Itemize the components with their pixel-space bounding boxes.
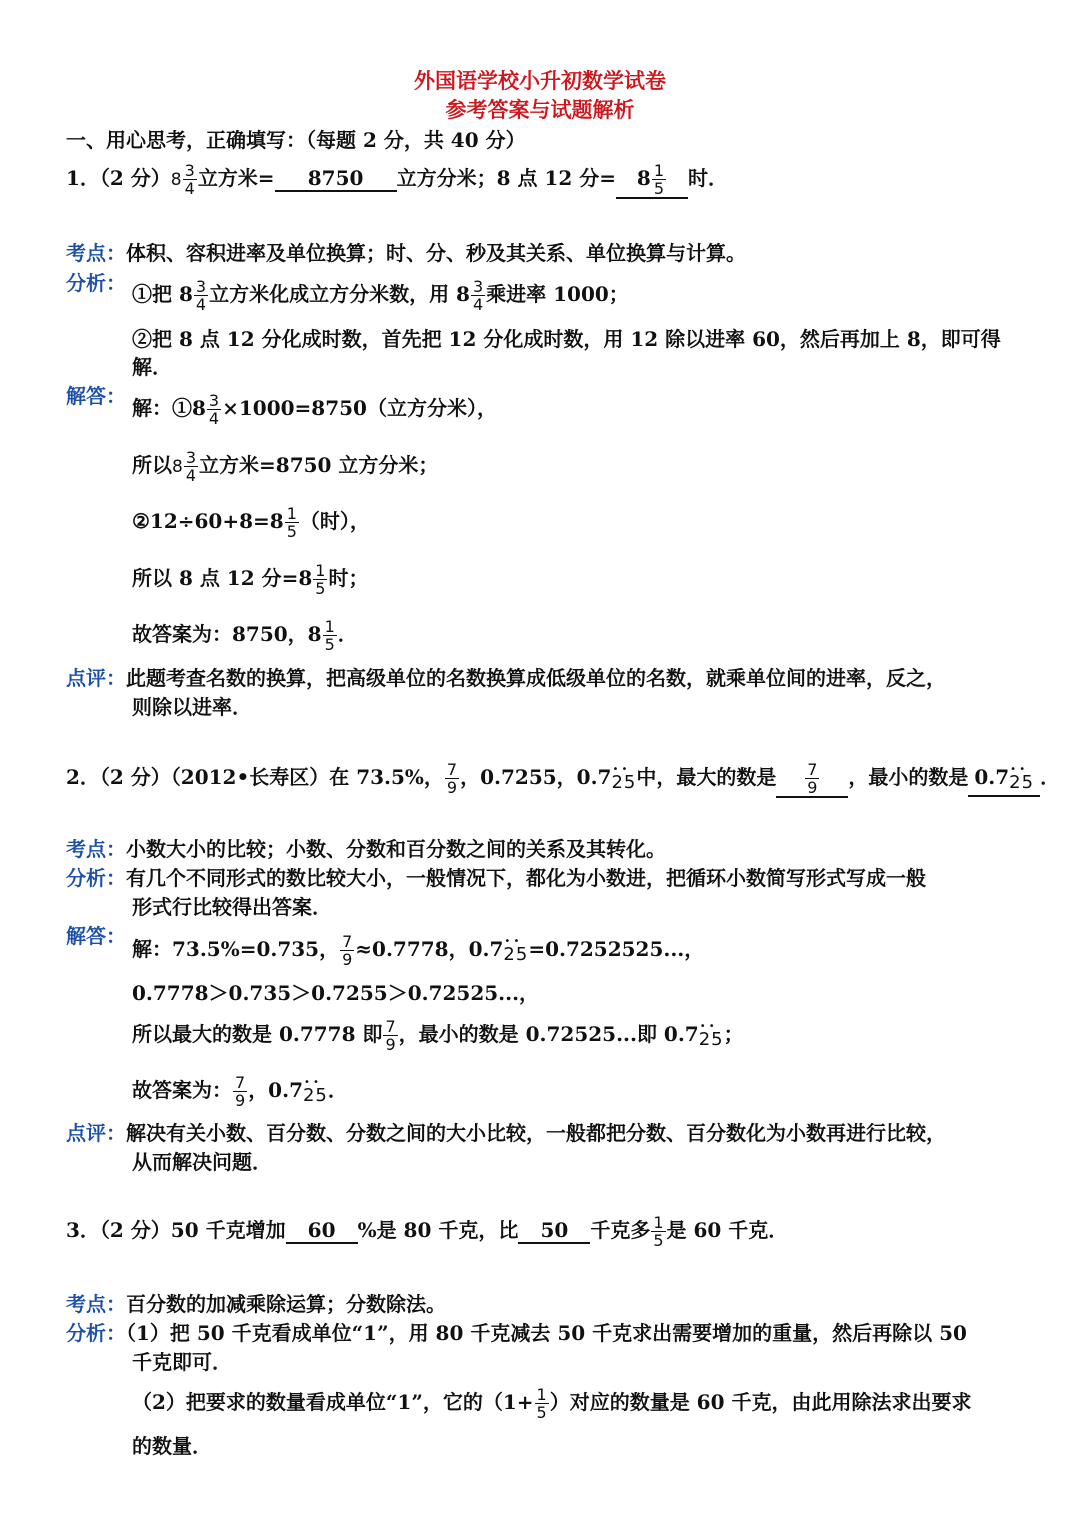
fraction-denominator: 4 <box>185 466 197 485</box>
fraction-numerator: 3 <box>195 277 207 296</box>
text: ； <box>723 1022 744 1046</box>
fraction-numerator: 1 <box>315 561 326 580</box>
q2-answer-2 <box>968 765 1040 797</box>
q3-number: 3．（2 分）50 千克增加 <box>66 1218 286 1242</box>
repeating-digits: • • 25 <box>699 1025 724 1055</box>
fraction <box>805 761 819 796</box>
q2-jie-1 <box>132 933 704 970</box>
fraction-denominator: 9 <box>235 1091 246 1110</box>
label-dianping: 点评： <box>66 1121 126 1145</box>
q1-fenxi-1 <box>132 278 629 313</box>
text: ）对应的数量是 60 千克，由此用除法求出要求 <box>549 1390 972 1414</box>
fraction-numerator: 3 <box>208 391 220 410</box>
repeating-digits: • • 25 <box>303 1081 328 1111</box>
fraction <box>207 392 221 427</box>
fraction <box>651 1214 665 1249</box>
q1-stem-c: 时． <box>687 166 728 190</box>
text: 中，最大的数是 <box>636 765 777 789</box>
q3-fenxi <box>66 1318 967 1348</box>
text: ． <box>1040 765 1061 789</box>
q3-fenxi-2b: 的数量． <box>132 1434 212 1458</box>
q2-jie-4 <box>132 1074 348 1111</box>
fraction <box>652 162 666 197</box>
text: 所以 8 点 12 分=8 <box>132 566 313 590</box>
text: ，最小的数是 0.72525...即 0.7 <box>398 1022 699 1046</box>
q3-kaodian-text: 百分数的加减乘除运算；分数除法。 <box>126 1292 446 1316</box>
fraction-denominator: 9 <box>807 778 818 797</box>
fraction-denominator: 4 <box>184 179 195 198</box>
q1-jie-5 <box>132 618 358 653</box>
text: ，最小的数是 <box>848 765 969 789</box>
fraction <box>233 1074 247 1109</box>
q3-kaodian <box>66 1289 446 1319</box>
fraction <box>340 933 354 968</box>
fraction-denominator: 4 <box>472 295 484 314</box>
text: （1）把 50 千克看成单位“1”，用 80 千克减去 50 千克求出需要增加的重量，然后再除以 50 <box>126 1321 967 1345</box>
fraction-numerator: 1 <box>286 504 297 523</box>
fraction-numerator: 7 <box>235 1073 246 1092</box>
fraction <box>313 562 327 597</box>
q1-jie-4 <box>132 562 368 597</box>
fraction-numerator: 3 <box>184 161 195 180</box>
text: 解：73.5%=0.735， <box>132 937 340 961</box>
q3-answer-1: 60 <box>286 1218 358 1244</box>
q1-kaodian-text: 体积、容积进率及单位换算；时、分、秒及其关系、单位换算与计算。 <box>126 241 746 265</box>
fraction <box>471 278 485 313</box>
fraction-denominator: 5 <box>286 522 297 541</box>
fraction-numerator: 1 <box>324 617 335 636</box>
fraction-denominator: 5 <box>536 1403 547 1422</box>
fraction-whole: 8 <box>170 170 182 190</box>
q1-jie-2 <box>132 449 438 484</box>
q1-answer-1: 8750 <box>275 166 397 192</box>
text: ． <box>337 622 358 646</box>
fraction-numerator: 3 <box>185 448 197 467</box>
q1-label-jieda: 解答： <box>66 384 126 408</box>
fraction <box>183 162 197 197</box>
text: ②12÷60+8=8 <box>132 509 284 533</box>
fraction-numerator: 7 <box>342 932 353 951</box>
answer-whole: 8 <box>636 166 651 190</box>
fraction <box>194 278 208 313</box>
fraction-denominator: 9 <box>385 1035 396 1054</box>
text: 故答案为：8750，8 <box>132 622 322 646</box>
label-fenxi: 分析： <box>66 866 126 890</box>
text: 乘进率 1000； <box>486 282 629 306</box>
q2-number: 2．（2 分）（2012•长寿区）在 73.5%， <box>66 765 444 789</box>
fraction-numerator: 1 <box>653 161 665 180</box>
fraction-numerator: 3 <box>472 277 484 296</box>
fraction <box>535 1386 549 1421</box>
fraction-denominator: 5 <box>653 1231 664 1250</box>
fraction-numerator: 7 <box>446 760 458 779</box>
fraction-denominator: 4 <box>208 409 220 428</box>
mixed-fraction <box>172 449 199 484</box>
fraction-denominator: 5 <box>653 179 665 198</box>
fraction-numerator: 7 <box>807 760 818 779</box>
text: 时； <box>328 566 369 590</box>
fraction-denominator: 9 <box>446 778 458 797</box>
text: ． <box>327 1078 348 1102</box>
text: ，0.7255，0.7 <box>460 765 612 789</box>
label-kaodian: 考点： <box>66 1292 126 1316</box>
q1-kaodian <box>66 238 746 268</box>
fraction <box>323 618 337 653</box>
label-kaodian: 考点： <box>66 837 126 861</box>
question-2 <box>66 761 1060 798</box>
section-heading: 一、用心思考，正确填写：（每题 2 分，共 40 分） <box>66 128 526 152</box>
text: ≈0.7778，0.7 <box>355 937 504 961</box>
page-subtitle: 参考答案与试题解析 <box>445 97 635 122</box>
q2-jie-3 <box>132 1018 744 1055</box>
q3-fenxi-2 <box>132 1386 971 1421</box>
question-3 <box>66 1214 788 1249</box>
q1-label-fenxi: 分析： <box>66 271 126 295</box>
text: ①把 8 <box>132 282 193 306</box>
fraction-numerator: 1 <box>653 1213 664 1232</box>
q1-jie-3 <box>132 505 370 540</box>
q2-jie-2: 0.7778＞0.735＞0.7255＞0.72525...， <box>132 981 540 1005</box>
fraction-numerator: 1 <box>536 1385 547 1404</box>
q1-dianping <box>66 663 946 693</box>
fraction-denominator: 5 <box>324 635 335 654</box>
q1-fenxi-2b: 解． <box>132 355 172 379</box>
text: 所以最大的数是 0.7778 即 <box>132 1022 383 1046</box>
text: ×1000=8750（立方分米）， <box>222 396 497 420</box>
fraction <box>383 1018 397 1053</box>
fraction-denominator: 4 <box>195 295 207 314</box>
q2-label-jieda: 解答： <box>66 924 126 948</box>
q1-stem-a: 立方米= <box>197 166 275 190</box>
text: 0.7 <box>974 765 1010 789</box>
q2-kaodian <box>66 834 666 864</box>
text: 千克多 <box>590 1218 651 1242</box>
fraction-numerator: 7 <box>385 1017 396 1036</box>
q2-dianping <box>66 1118 946 1148</box>
q1-stem-b: 立方分米；8 点 12 分= <box>396 166 616 190</box>
page-title: 外国语学校小升初数学试卷 <box>414 68 666 93</box>
text: 是 60 千克． <box>666 1218 789 1242</box>
fraction-denominator: 5 <box>315 579 326 598</box>
repeating-digits: • • 25 <box>1009 771 1034 795</box>
fraction-denominator: 9 <box>342 950 353 969</box>
text: （时）， <box>299 509 370 533</box>
q2-fenxi <box>66 863 926 893</box>
text: 有几个不同形式的数比较大小，一般情况下，都化为小数进，把循环小数简写形式写成一般 <box>126 866 926 890</box>
q2-kaodian-text: 小数大小的比较；小数、分数和百分数之间的关系及其转化。 <box>126 837 666 861</box>
text: %是 80 千克，比 <box>357 1218 519 1242</box>
q1-number: 1．（2 分） <box>66 166 171 190</box>
repeating-digits: • • 25 <box>503 940 528 970</box>
fraction-whole: 8 <box>172 457 183 477</box>
text: 所以 <box>132 453 172 477</box>
text: =0.7252525...， <box>528 937 705 961</box>
text: 解：①8 <box>132 396 206 420</box>
q2-dianping-2: 从而解决问题． <box>132 1150 272 1174</box>
fraction <box>285 505 299 540</box>
text: ，0.7 <box>248 1078 303 1102</box>
q1-dianping-2: 则除以进率． <box>132 695 252 719</box>
q1-answer-2 <box>616 162 688 199</box>
q2-answer-1 <box>776 761 848 798</box>
q3-answer-2: 50 <box>518 1218 590 1244</box>
q1-jie-1 <box>132 392 497 427</box>
label-dianping: 点评： <box>66 666 126 690</box>
label-fenxi: 分析： <box>66 1321 126 1345</box>
fraction <box>184 449 198 484</box>
label-kaodian: 考点： <box>66 241 126 265</box>
text: 立方米=8750 立方分米； <box>199 453 439 477</box>
repeating-digits: • • 25 <box>611 768 636 798</box>
q1-dianping-text: 此题考查名数的换算，把高级单位的名数换算成低级单位的名数，就乘单位间的进率，反之， <box>126 666 946 690</box>
text: 立方米化成立方分米数，用 8 <box>209 282 470 306</box>
question-1 <box>66 162 728 199</box>
text: 解决有关小数、百分数、分数之间的大小比较，一般都把分数、百分数化为小数再进行比较， <box>126 1121 946 1145</box>
q1-mixed-fraction <box>171 162 198 197</box>
q2-fenxi-2: 形式行比较得出答案． <box>132 895 332 919</box>
fraction <box>445 761 459 796</box>
q3-fenxi-1b: 千克即可． <box>132 1350 232 1374</box>
q1-fenxi-2: ②把 8 点 12 分化成时数，首先把 12 分化成时数，用 12 除以进率 60，然后再加上 8，即可得 <box>132 327 1001 351</box>
text: 故答案为： <box>132 1078 232 1102</box>
text: （2）把要求的数量看成单位“1”，它的（1+ <box>132 1390 534 1414</box>
